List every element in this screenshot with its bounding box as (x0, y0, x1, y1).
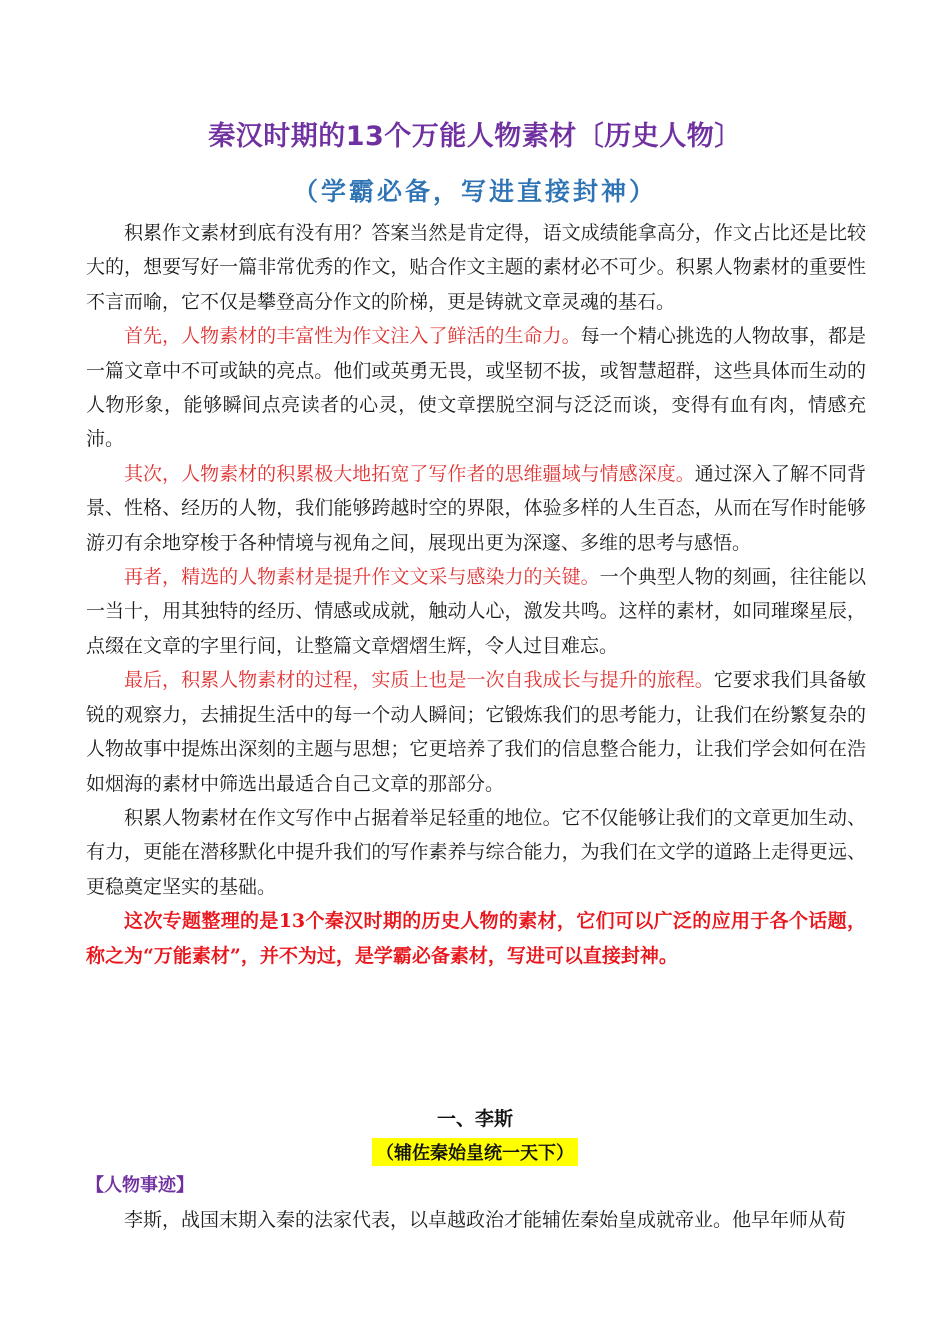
section-1-tag: 【人物事迹】 (86, 1175, 194, 1196)
section-1-subtitle-wrap (0, 1138, 950, 1166)
section-1-subtitle: （辅佐秦始皇统一天下） (372, 1138, 578, 1166)
document-subtitle: （学霸必备，写进直接封神） (292, 177, 657, 206)
paragraph-4-rest: 一个典型人物的刻画，往往能以一当十，用其独特的经历、情感或成就，触动人心，激发共鸣。这样的素材，如同璀璨星辰，点缀在文章的字里行间，让整篇文章熠熠生辉，令人过目难忘。 (86, 566, 866, 657)
section-1-title: 一、李斯 (436, 1108, 513, 1130)
section-1-paragraph: 李斯，战国末期入秦的法家代表，以卓越政治才能辅佐秦始皇成就帝业。他早年师从荀 (124, 1209, 847, 1231)
paragraph-5-rest: 它要求我们具备敏锐的观察力，去捕捉生活中的每一个动人瞬间；它锻炼我们的思考能力，让我们在纷繁复杂的人物故事中提炼出深刻的主题与思想；它更培养了我们的信息整合能力，让我们学会如何在浩如烟海的素材中筛选出最适合自己文章的那部分。 (86, 669, 866, 795)
intro-paragraph-2 (86, 319, 866, 457)
section-1-body (86, 1203, 866, 1237)
paragraph-3-rest: 通过深入了解不同背景、性格、经历的人物，我们能够跨越时空的界限，体验多样的人生百态，从而在写作时能够游刃有余地穿梭于各种情境与视角之间，展现出更为深邃、多维的思考与感悟。 (86, 462, 866, 554)
intro-paragraph-3 (86, 457, 866, 560)
paragraph-2-lead: 首先，人物素材的丰富性为作文注入了鲜活的生命力。 (124, 325, 581, 348)
intro-body (86, 216, 866, 973)
intro-paragraph-7: 这次专题整理的是13个秦汉时期的历史人物的素材，它们可以广泛的应用于各个话题，称之为“万能素材”，并不为过，是学霸必备素材，写进可以直接封神。 (86, 910, 866, 967)
paragraph-4-lead: 再者，精选的人物素材是提升作文文采与感染力的关键。 (124, 566, 600, 589)
paragraph-3-lead: 其次，人物素材的积累极大地拓宽了写作者的思维疆域与情感深度。 (124, 462, 695, 485)
paragraph-2-rest: 每一个精心挑选的人物故事，都是一篇文章中不可或缺的亮点。他们或英勇无畏，或坚韧不拔，或智慧超群，这些具体而生动的人物形象，能够瞬间点亮读者的心灵，使文章摆脱空洞与泛泛而谈，变得有血有肉，情感充沛。 (86, 325, 866, 451)
intro-paragraph-6: 积累人物素材在作文写作中占据着举足轻重的地位。它不仅能够让我们的文章更加生动、有力，更能在潜移默化中提升我们的写作素养与综合能力，为我们在文学的道路上走得更远、更稳奠定坚实的基础。 (86, 806, 866, 898)
document-title: 秦汉时期的13个万能人物素材〔历史人物〕 (208, 121, 742, 152)
intro-paragraph-1: 积累作文素材到底有没有用？答案当然是肯定得，语文成绩能拿高分，作文占比还是比较大的，想要写好一篇非常优秀的作文，贴合作文主题的素材必不可少。积累人物素材的重要性不言而喻，它不仅是攀登高分作文的阶梯，更是铸就文章灵魂的基石。 (86, 222, 866, 313)
intro-paragraph-5 (86, 663, 866, 801)
intro-paragraph-4 (86, 560, 866, 663)
paragraph-5-lead: 最后，积累人物素材的过程，实质上也是一次自我成长与提升的旅程。 (124, 669, 714, 692)
